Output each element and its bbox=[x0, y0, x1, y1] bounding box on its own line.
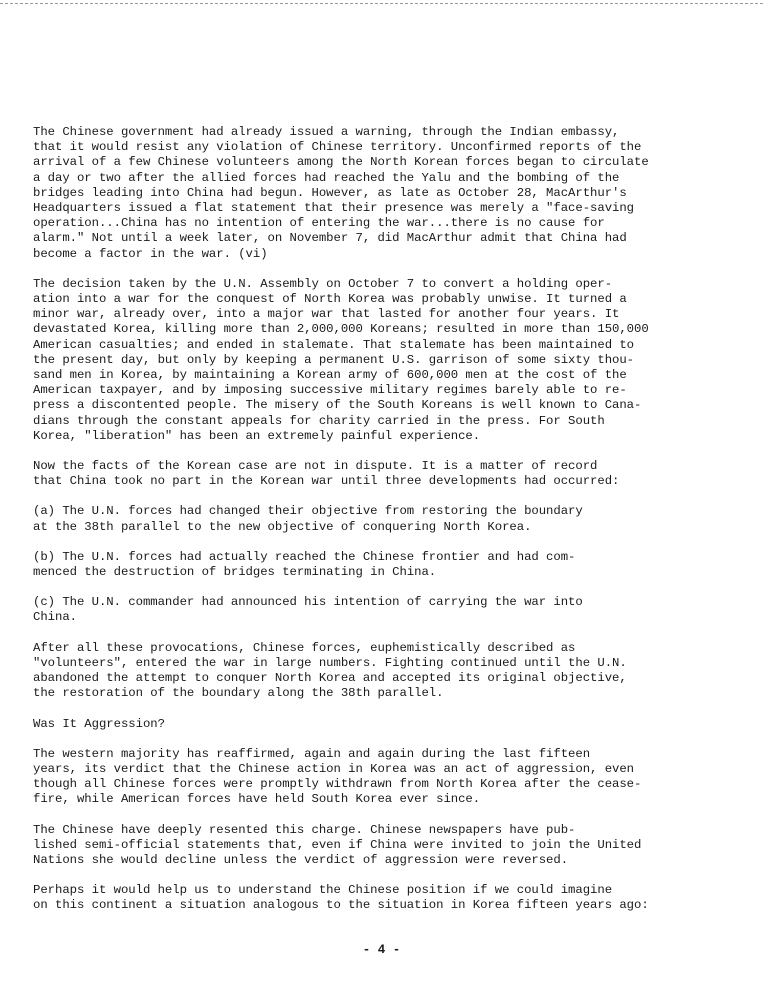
paragraph-western-majority: The western majority has reaffirmed, again and again during the last fifteen years, its verdict that the Chinese action in Korea was an act of aggression, even though all Chinese forces were promptly withdrawn from North Korea after the cease- fire, while American forces have held South Korea ever since. bbox=[33, 746, 642, 807]
paragraph-item-c: (c) The U.N. commander had announced his intention of carrying the war into China. bbox=[33, 595, 583, 625]
paragraph-item-a: (a) The U.N. forces had changed their objective from restoring the boundary at the 38th parallel to the new objective of conquering North Korea. bbox=[33, 504, 583, 534]
paragraph-item-b: (b) The U.N. forces had actually reached the Chinese frontier and had com- menced the destruction of bridges terminating in China. bbox=[33, 549, 576, 580]
page-number: - 4 - bbox=[362, 943, 401, 957]
paragraph-analogy: Perhaps it would help us to understand the Chinese position if we could imagine on this continent a situation analogous to the situation in Korea fifteen years ago: bbox=[33, 883, 649, 913]
top-border-line bbox=[0, 3, 763, 4]
section-heading: Was It Aggression? bbox=[33, 716, 165, 731]
paragraph-facts: Now the facts of the Korean case are not in dispute. It is a matter of record that China took no part in the Korean war until three developments had occurred: bbox=[33, 459, 620, 489]
paragraph-chinese-warning: The Chinese government had already issued a warning, through the Indian embassy, that it would resist any violation of Chinese territory. Unconfirmed reports of the arrival of a few Chinese volunteers among the North Korean forces began to circulate a day or two after the allied forces had reached the Yalu and the bombing of the bridges leading into China had begun. However, as late as October 28, MacArthur's Headquarters issued a flat statement that their presence was merely a "face-saving operation...China has no intention of entering the war...there is no cause for alarm." Not until a week later, on November 7, did MacArthur admit that China had become a factor in the war. (vi) bbox=[33, 125, 649, 261]
document-body bbox=[33, 125, 668, 914]
paragraph-chinese-resentment: The Chinese have deeply resented this charge. Chinese newspapers have pub- lished semi-official statements that, even if China were invited to join the United Nations she would decline unless the verdict of aggression were reversed. bbox=[33, 822, 642, 867]
paragraph-provocations: After all these provocations, Chinese forces, euphemistically described as "volunteers", entered the war in large numbers. Fighting continued until the U.N. abandoned the attempt to conquer North Korea and accepted its original objective, the restoration of the boundary along the 38th parallel. bbox=[33, 640, 627, 701]
paragraph-un-decision: The decision taken by the U.N. Assembly on October 7 to convert a holding oper- ation into a war for the conquest of North Korea was probably unwise. It turned a minor war, already over, into a major war that lasted for another four years. It devastated Korea, killing more than 2,000,000 Koreans; resulted in more than 150,000 American casualties; and ended in stalemate. That stalemate has been maintained to the present day, but only by keeping a permanent U.S. garrison of some sixty thou- sand men in Korea, by maintaining a Korean army of 600,000 men at the cost of the American taxpayer, and by imposing successive military regimes barely able to re- press a discontented people. The misery of the South Koreans is well known to Cana- dians through the constant appeals for charity carried in the press. For South Korea, "liberation" has been an extremely painful experience. bbox=[33, 276, 649, 443]
